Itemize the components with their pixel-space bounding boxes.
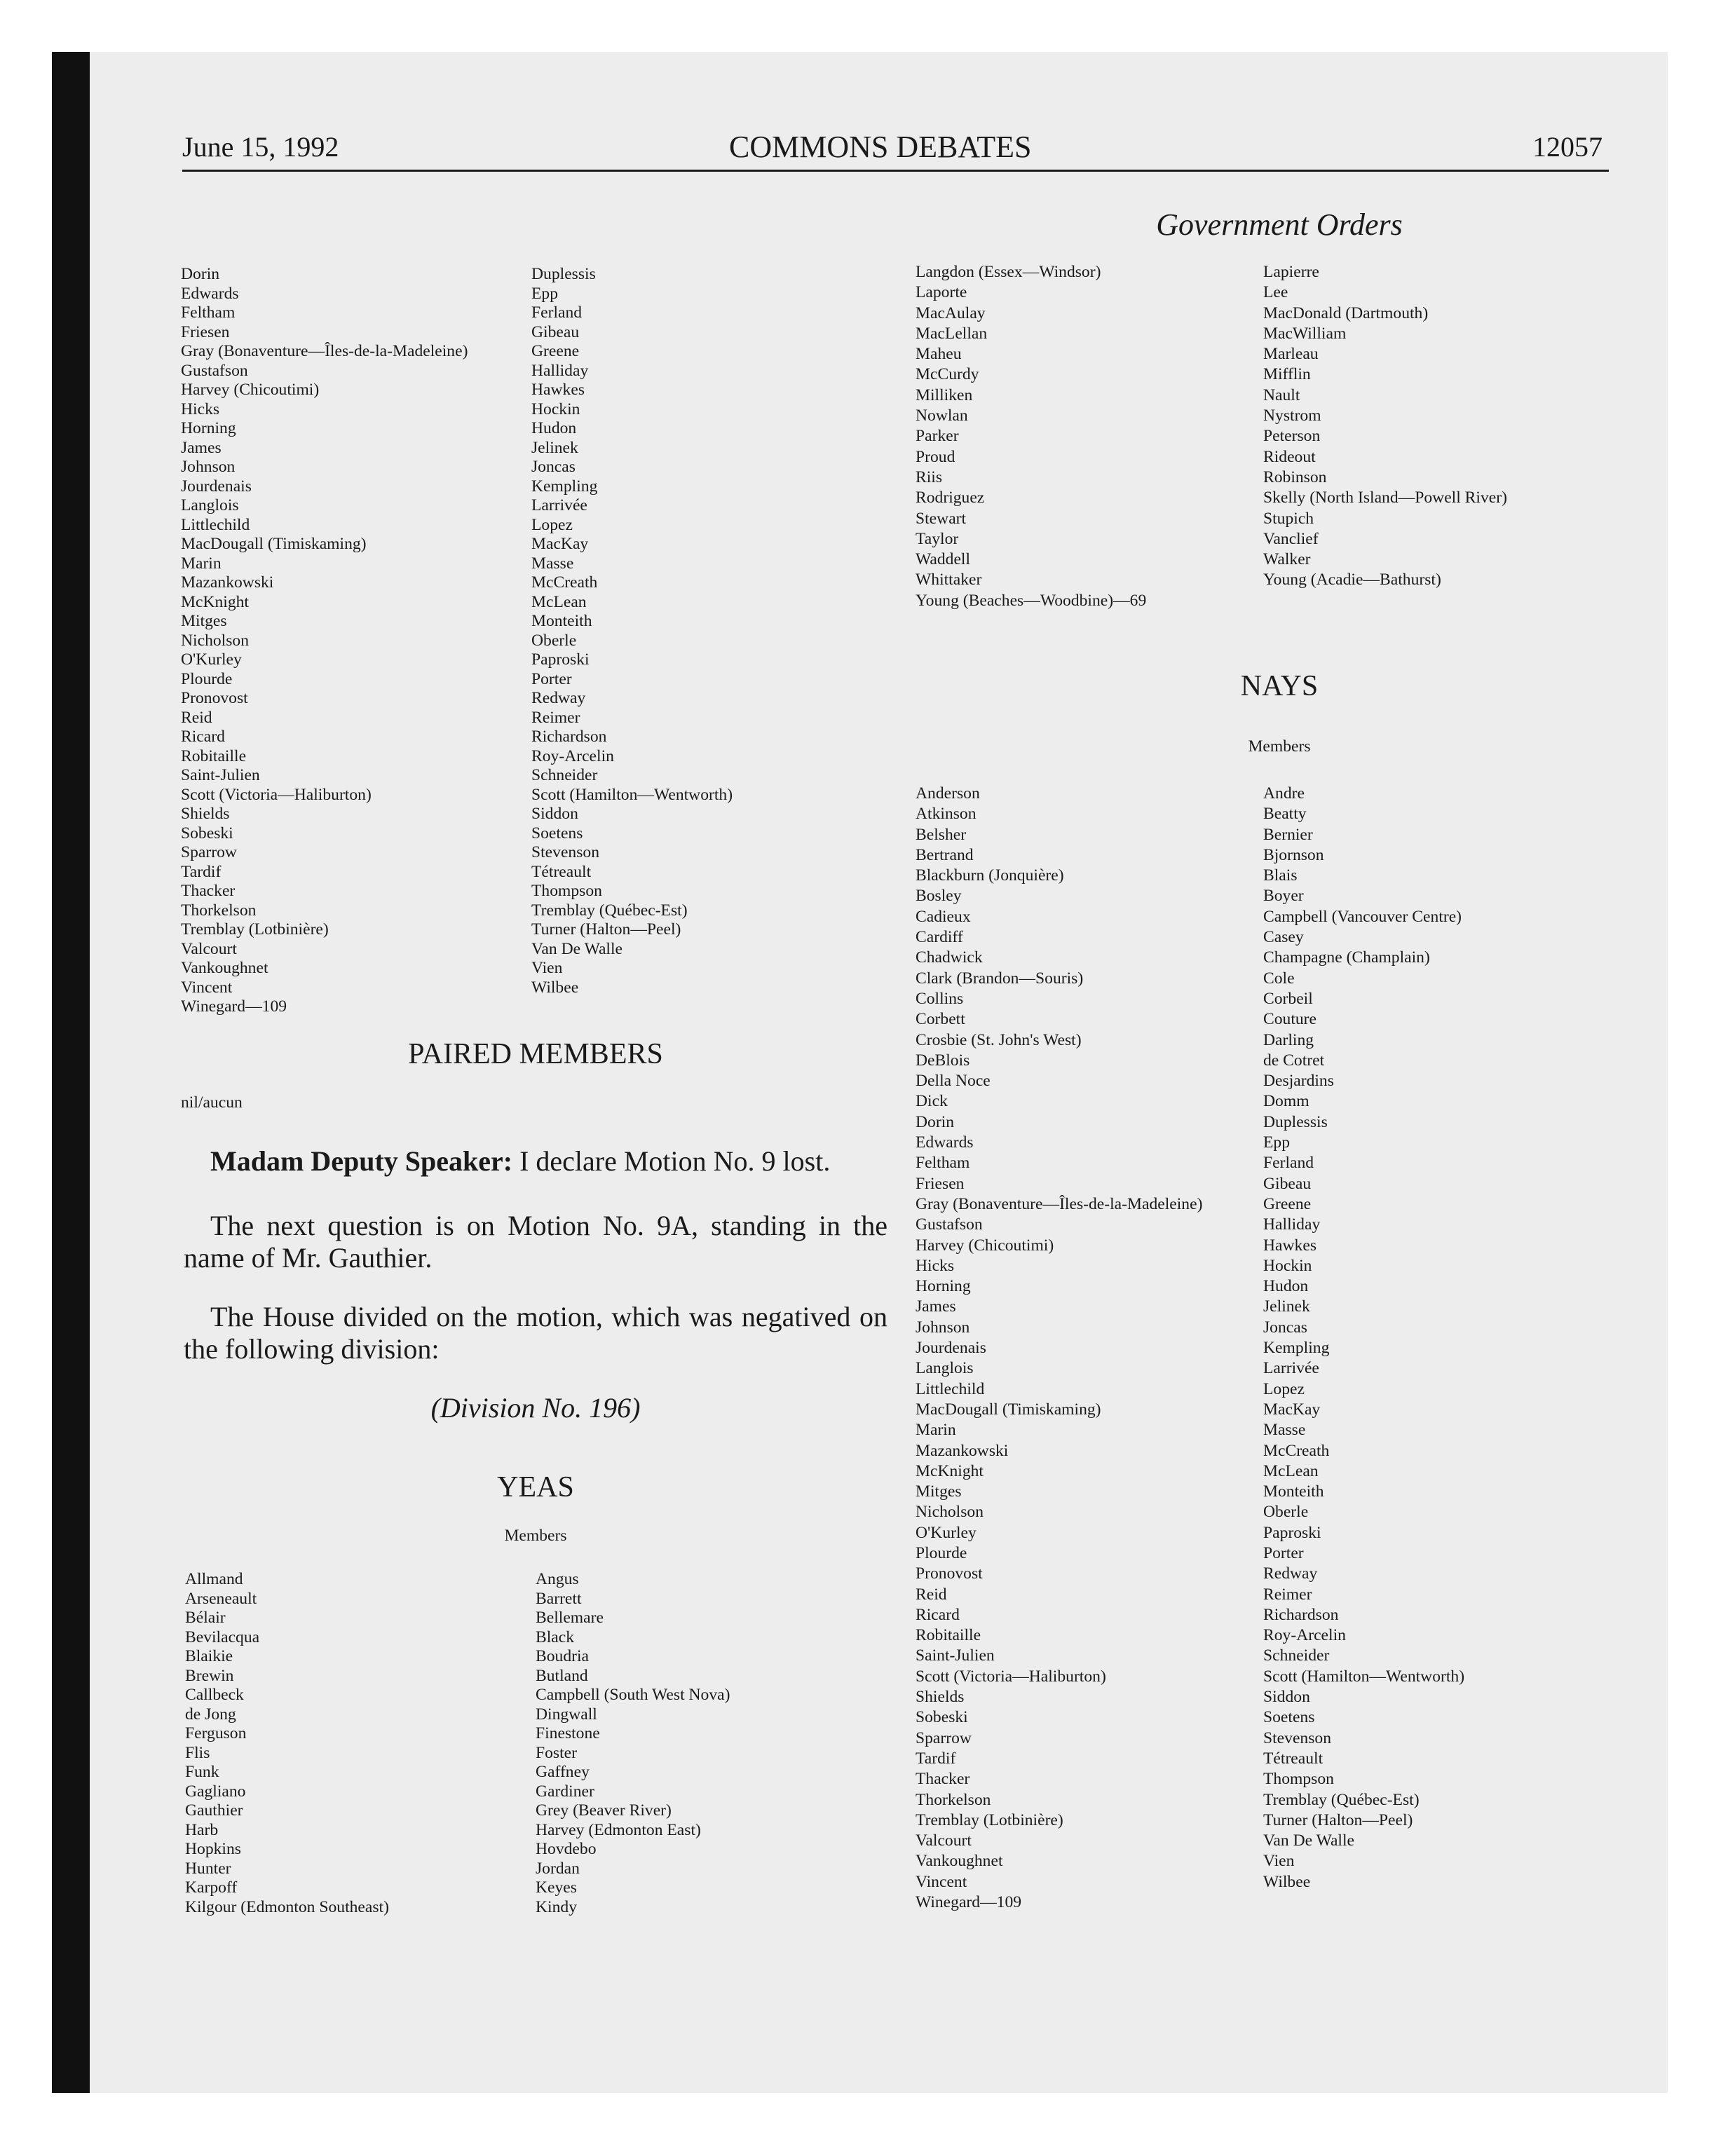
member-name: Arseneault: [185, 1589, 257, 1608]
member-name: Hawkes: [531, 381, 585, 399]
member-name: Tremblay (Lotbinière): [916, 1810, 1063, 1829]
member-name: Rodriguez: [916, 489, 985, 507]
member-name: MacDougall (Timiskaming): [181, 535, 367, 553]
member-name: Vincent: [916, 1872, 967, 1891]
member-name: Blaikie: [185, 1647, 233, 1665]
member-name: Brewin: [185, 1666, 234, 1685]
member-name: Wilbee: [1263, 1872, 1311, 1891]
member-name: Peterson: [1263, 427, 1321, 446]
member-name: Gardiner: [536, 1782, 594, 1801]
member-name: Proud: [916, 447, 955, 466]
member-name: Gustafson: [181, 361, 248, 380]
member-name: Edwards: [916, 1133, 974, 1152]
member-name: Plourde: [181, 669, 233, 688]
member-name: Vien: [1263, 1852, 1295, 1871]
member-name: Duplessis: [1263, 1112, 1328, 1131]
member-name: James: [916, 1297, 956, 1316]
member-name: Clark (Brandon—Souris): [916, 969, 1084, 988]
member-name: Oberle: [531, 631, 577, 650]
member-name: Robitaille: [181, 746, 247, 765]
member-name: Nowlan: [916, 407, 968, 425]
member-name: Jelinek: [531, 438, 578, 457]
member-name: Atkinson: [916, 805, 977, 824]
member-name: Reid: [916, 1585, 947, 1604]
member-name: Turner (Halton—Peel): [531, 920, 681, 939]
member-name: Della Noce: [916, 1072, 991, 1091]
member-name: Riis: [916, 468, 943, 486]
member-name: Greene: [531, 342, 580, 360]
member-name: Harb: [185, 1820, 219, 1839]
member-name: Kilgour (Edmonton Southeast): [185, 1897, 389, 1916]
member-name: Ricard: [181, 728, 225, 746]
member-name: Plourde: [916, 1543, 967, 1562]
member-name: Bélair: [185, 1609, 226, 1627]
member-name: MacAulay: [916, 303, 986, 322]
member-name: Oberle: [1263, 1503, 1309, 1522]
member-name: Lopez: [1263, 1379, 1305, 1398]
member-name: Hovdebo: [536, 1840, 597, 1858]
member-name: Sobeski: [181, 824, 233, 842]
member-name: MacDougall (Timiskaming): [916, 1400, 1101, 1419]
member-name: Milliken: [916, 386, 973, 404]
member-name: Shields: [916, 1688, 965, 1707]
member-name: Langdon (Essex—Windsor): [916, 263, 1101, 281]
yeas-subheading: Members: [504, 1527, 567, 1545]
member-name: Thompson: [1263, 1770, 1334, 1789]
yeas-list-col2: [536, 1570, 730, 1917]
member-name: Dorin: [181, 265, 220, 283]
member-name: Masse: [1263, 1421, 1306, 1440]
member-name: McKnight: [181, 592, 249, 611]
member-name: Blackburn (Jonquière): [916, 866, 1064, 885]
member-name: Parker: [916, 427, 959, 446]
member-name: Butland: [536, 1666, 588, 1685]
member-name: Gaffney: [536, 1763, 590, 1781]
member-name: Laporte: [916, 283, 967, 302]
member-name: Sparrow: [916, 1728, 972, 1747]
member-name: Vincent: [181, 978, 233, 997]
member-name: Duplessis: [531, 265, 596, 283]
member-name: Vankoughnet: [181, 959, 268, 977]
member-name: McKnight: [916, 1461, 984, 1480]
member-name: Gibeau: [1263, 1174, 1312, 1193]
member-name: DeBlois: [916, 1051, 970, 1070]
nays-heading: NAYS: [1240, 670, 1319, 702]
member-name: MacKay: [531, 535, 589, 553]
member-name: Cole: [1263, 969, 1295, 988]
member-name: Flis: [185, 1743, 210, 1762]
member-name: Larrivée: [1263, 1359, 1319, 1378]
member-name: Hicks: [181, 400, 220, 418]
member-name: Bertrand: [916, 845, 974, 864]
member-name: Pronovost: [181, 689, 248, 707]
member-name: Johnson: [181, 458, 236, 476]
member-name: Valcourt: [181, 939, 237, 958]
member-name: Keyes: [536, 1878, 577, 1897]
member-name: Paproski: [1263, 1523, 1321, 1542]
member-name: Corbeil: [1263, 989, 1313, 1008]
member-name: Scott (Victoria—Haliburton): [181, 785, 372, 804]
member-name: Tétreault: [531, 862, 592, 881]
header-date: June 15, 1992: [182, 131, 339, 163]
member-name: Gibeau: [531, 322, 580, 341]
member-name: Tremblay (Lotbinière): [181, 920, 329, 939]
member-name: Roy-Arcelin: [1263, 1626, 1346, 1645]
member-name: Nault: [1263, 386, 1300, 404]
speaker-paragraph: [184, 1145, 887, 1178]
member-name: Epp: [531, 284, 559, 303]
member-name: Harvey (Chicoutimi): [181, 381, 320, 399]
prev-division-list-right: [531, 265, 733, 997]
member-name: MacLellan: [916, 324, 988, 343]
member-name: Littlechild: [181, 515, 250, 534]
member-name: Winegard—109: [916, 1893, 1022, 1912]
member-name: Cardiff: [916, 928, 963, 947]
member-name: Funk: [185, 1763, 219, 1781]
member-name: Thorkelson: [181, 901, 257, 920]
member-name: Van De Walle: [531, 939, 623, 958]
member-name: Rideout: [1263, 447, 1316, 466]
member-name: Friesen: [916, 1174, 965, 1193]
member-name: Gray (Bonaventure—Îles-de-la-Madeleine): [916, 1194, 1203, 1213]
member-name: Siddon: [1263, 1688, 1310, 1707]
member-name: Callbeck: [185, 1686, 244, 1704]
member-name: Karpoff: [185, 1878, 238, 1897]
member-name: O'Kurley: [916, 1523, 977, 1542]
member-name: Stevenson: [1263, 1728, 1331, 1747]
member-name: Harvey (Chicoutimi): [916, 1236, 1054, 1255]
member-name: Turner (Halton—Peel): [1263, 1810, 1413, 1829]
member-name: Nicholson: [916, 1503, 984, 1522]
member-name: Scott (Hamilton—Wentworth): [531, 785, 733, 804]
member-name: Scott (Hamilton—Wentworth): [1263, 1667, 1465, 1686]
header-rule: [182, 170, 1609, 172]
member-name: Porter: [531, 669, 572, 688]
member-name: Jourdenais: [181, 477, 252, 496]
member-name: Angus: [536, 1570, 579, 1588]
member-name: Dick: [916, 1092, 948, 1111]
member-name: Ferguson: [185, 1724, 247, 1742]
member-name: Vanclief: [1263, 529, 1319, 548]
member-name: Siddon: [531, 805, 578, 823]
member-name: Stupich: [1263, 509, 1314, 528]
member-name: Marin: [181, 554, 222, 573]
member-name: Bevilacqua: [185, 1628, 260, 1646]
member-name: Tétreault: [1263, 1749, 1324, 1768]
member-name: Kempling: [531, 477, 598, 496]
member-name: Collins: [916, 989, 964, 1008]
member-name: Hicks: [916, 1256, 955, 1275]
binding-edge: [52, 52, 90, 2093]
member-name: Hawkes: [1263, 1236, 1316, 1255]
member-name: Feltham: [181, 303, 236, 322]
member-name: Skelly (North Island—Powell River): [1263, 489, 1507, 507]
member-name: Larrivée: [531, 496, 587, 514]
member-name: Campbell (Vancouver Centre): [1263, 907, 1462, 926]
member-name: Horning: [916, 1277, 971, 1296]
member-name: Thorkelson: [916, 1790, 991, 1809]
member-name: Andre: [1263, 784, 1305, 803]
member-name: Joncas: [1263, 1318, 1307, 1337]
member-name: Jourdenais: [916, 1339, 986, 1358]
member-name: Pronovost: [916, 1564, 983, 1583]
member-name: Couture: [1263, 1010, 1317, 1029]
member-name: Taylor: [916, 529, 959, 548]
member-name: Campbell (South West Nova): [536, 1686, 730, 1704]
member-name: Maheu: [916, 345, 962, 364]
member-name: Schneider: [1263, 1646, 1330, 1665]
member-name: Foster: [536, 1743, 577, 1762]
member-name: Littlechild: [916, 1379, 985, 1398]
member-name: Halliday: [1263, 1215, 1321, 1234]
member-name: Horning: [181, 419, 236, 437]
member-name: Waddell: [916, 550, 971, 569]
nays-list-col1: [916, 784, 1202, 1913]
member-name: Young (Acadie—Bathurst): [1263, 571, 1441, 589]
member-name: Roy-Arcelin: [531, 746, 614, 765]
member-name: McCreath: [531, 573, 598, 592]
member-name: Grey (Beaver River): [536, 1801, 672, 1820]
member-name: Jelinek: [1263, 1297, 1310, 1316]
member-name: Monteith: [1263, 1482, 1324, 1501]
member-name: Robitaille: [916, 1626, 981, 1645]
member-name: Mitges: [181, 612, 227, 630]
member-name: de Cotret: [1263, 1051, 1325, 1070]
member-name: Greene: [1263, 1194, 1312, 1213]
member-name: Finestone: [536, 1724, 600, 1742]
member-name: Valcourt: [916, 1831, 972, 1850]
member-name: Bosley: [916, 887, 962, 906]
member-name: Stevenson: [531, 843, 599, 861]
member-name: Paproski: [531, 650, 590, 669]
member-name: Belsher: [916, 825, 967, 844]
member-name: Nicholson: [181, 631, 249, 650]
member-name: Thacker: [181, 882, 236, 900]
member-name: Soetens: [1263, 1708, 1315, 1727]
member-name: Tardif: [916, 1749, 956, 1768]
member-name: Reimer: [531, 708, 580, 727]
member-name: Lopez: [531, 515, 573, 534]
member-name: MacWilliam: [1263, 324, 1347, 343]
member-name: Allmand: [185, 1570, 243, 1588]
member-name: Darling: [1263, 1030, 1314, 1049]
member-name: Tremblay (Québec-Est): [531, 901, 688, 920]
member-name: Redway: [531, 689, 586, 707]
member-name: Mazankowski: [181, 573, 274, 592]
paired-members-heading: PAIRED MEMBERS: [408, 1038, 663, 1070]
member-name: Halliday: [531, 361, 589, 380]
member-name: Crosbie (St. John's West): [916, 1030, 1082, 1049]
member-name: Hockin: [1263, 1256, 1312, 1275]
member-name: Wilbee: [531, 978, 579, 997]
member-name: Hunter: [185, 1859, 231, 1878]
member-name: Winegard—109: [181, 997, 287, 1016]
member-name: Thompson: [531, 882, 602, 900]
member-name: Schneider: [531, 766, 598, 784]
speaker-text: I declare Motion No. 9 lost.: [519, 1145, 831, 1177]
member-name: de Jong: [185, 1705, 236, 1724]
member-name: Saint-Julien: [181, 766, 260, 784]
yeas-heading: YEAS: [497, 1471, 574, 1503]
member-name: Scott (Victoria—Haliburton): [916, 1667, 1106, 1686]
member-name: Langlois: [916, 1359, 974, 1378]
member-name: Kindy: [536, 1897, 577, 1916]
member-name: Reimer: [1263, 1585, 1312, 1604]
header-page-number: 12057: [1532, 131, 1603, 163]
member-name: Boudria: [536, 1647, 590, 1665]
member-name: Harvey (Edmonton East): [536, 1820, 701, 1839]
member-name: Stewart: [916, 509, 967, 528]
member-name: Walker: [1263, 550, 1311, 569]
member-name: James: [181, 438, 222, 457]
member-name: McLean: [1263, 1461, 1319, 1480]
member-name: Edwards: [181, 284, 239, 303]
member-name: Anderson: [916, 784, 980, 803]
member-name: Gagliano: [185, 1782, 246, 1801]
member-name: Domm: [1263, 1092, 1309, 1111]
member-name: Boyer: [1263, 887, 1304, 906]
member-name: Blais: [1263, 866, 1298, 885]
member-name: O'Kurley: [181, 650, 242, 669]
member-name: Sobeski: [916, 1708, 968, 1727]
member-name: Tardif: [181, 862, 222, 881]
header-title: COMMONS DEBATES: [729, 130, 1032, 164]
member-name: Jordan: [536, 1859, 580, 1878]
member-name: Ricard: [916, 1605, 960, 1624]
member-name: Feltham: [916, 1154, 970, 1173]
member-name: Bellemare: [536, 1609, 604, 1627]
member-name: Marin: [916, 1421, 956, 1440]
member-name: Chadwick: [916, 948, 983, 967]
member-name: Sparrow: [181, 843, 237, 861]
yeas-list-col4: [1263, 262, 1507, 591]
paired-members-text: nil/aucun: [181, 1093, 243, 1112]
member-name: Black: [536, 1628, 575, 1646]
member-name: Gray (Bonaventure—Îles-de-la-Madeleine): [181, 342, 468, 360]
yeas-list-col1: [185, 1570, 389, 1917]
member-name: MacKay: [1263, 1400, 1321, 1419]
member-name: McCurdy: [916, 365, 979, 384]
member-name: Dingwall: [536, 1705, 597, 1724]
member-name: Desjardins: [1263, 1072, 1334, 1091]
division-paragraph: The House divided on the motion, which was negatived on the following division:: [184, 1301, 887, 1365]
member-name: Mitges: [916, 1482, 962, 1501]
member-name: Vankoughnet: [916, 1852, 1003, 1871]
member-name: Beatty: [1263, 805, 1307, 824]
member-name: Monteith: [531, 612, 592, 630]
member-name: Friesen: [181, 322, 230, 341]
member-name: McLean: [531, 592, 587, 611]
member-name: Reid: [181, 708, 212, 727]
member-name: Casey: [1263, 928, 1304, 947]
member-name: Redway: [1263, 1564, 1318, 1583]
member-name: Ferland: [1263, 1154, 1314, 1173]
member-name: Barrett: [536, 1589, 582, 1608]
member-name: Dorin: [916, 1112, 955, 1131]
member-name: Hudon: [531, 419, 577, 437]
member-name: Epp: [1263, 1133, 1291, 1152]
nays-subheading: Members: [1248, 737, 1311, 756]
member-name: Lapierre: [1263, 263, 1319, 281]
nays-list-col2: [1263, 784, 1464, 1892]
member-name: Richardson: [1263, 1605, 1339, 1624]
member-name: Thacker: [916, 1770, 970, 1789]
member-name: Young (Beaches—Woodbine)—69: [916, 591, 1147, 610]
member-name: Whittaker: [916, 571, 982, 589]
member-name: Hopkins: [185, 1840, 241, 1858]
member-name: MacDonald (Dartmouth): [1263, 303, 1429, 322]
speaker-name: Madam Deputy Speaker:: [210, 1145, 513, 1177]
motion-paragraph: The next question is on Motion No. 9A, standing in the name of Mr. Gauthier.: [184, 1210, 887, 1274]
member-name: Joncas: [531, 458, 576, 476]
member-name: Bernier: [1263, 825, 1313, 844]
prev-division-list-left: [181, 265, 468, 1017]
member-name: Masse: [531, 554, 574, 573]
member-name: Mazankowski: [916, 1441, 1009, 1460]
member-name: Langlois: [181, 496, 239, 514]
member-name: Soetens: [531, 824, 583, 842]
member-name: Ferland: [531, 303, 583, 322]
yeas-list-col3: [916, 262, 1146, 611]
member-name: Johnson: [916, 1318, 970, 1337]
member-name: Champagne (Champlain): [1263, 948, 1430, 967]
member-name: Richardson: [531, 728, 607, 746]
member-name: Corbett: [916, 1010, 965, 1029]
member-name: Bjornson: [1263, 845, 1324, 864]
section-title: Government Orders: [1156, 207, 1403, 242]
member-name: Marleau: [1263, 345, 1319, 364]
member-name: Gauthier: [185, 1801, 243, 1820]
member-name: McCreath: [1263, 1441, 1330, 1460]
member-name: Mifflin: [1263, 365, 1311, 384]
division-number: (Division No. 196): [430, 1392, 641, 1424]
member-name: Kempling: [1263, 1339, 1330, 1358]
member-name: Robinson: [1263, 468, 1327, 486]
member-name: Shields: [181, 805, 230, 823]
member-name: Porter: [1263, 1543, 1304, 1562]
member-name: Saint-Julien: [916, 1646, 995, 1665]
member-name: Hudon: [1263, 1277, 1309, 1296]
member-name: Vien: [531, 959, 563, 977]
member-name: Van De Walle: [1263, 1831, 1355, 1850]
member-name: Nystrom: [1263, 407, 1321, 425]
member-name: Lee: [1263, 283, 1288, 302]
member-name: Cadieux: [916, 907, 971, 926]
member-name: Gustafson: [916, 1215, 983, 1234]
member-name: Tremblay (Québec-Est): [1263, 1790, 1420, 1809]
member-name: Hockin: [531, 400, 580, 418]
